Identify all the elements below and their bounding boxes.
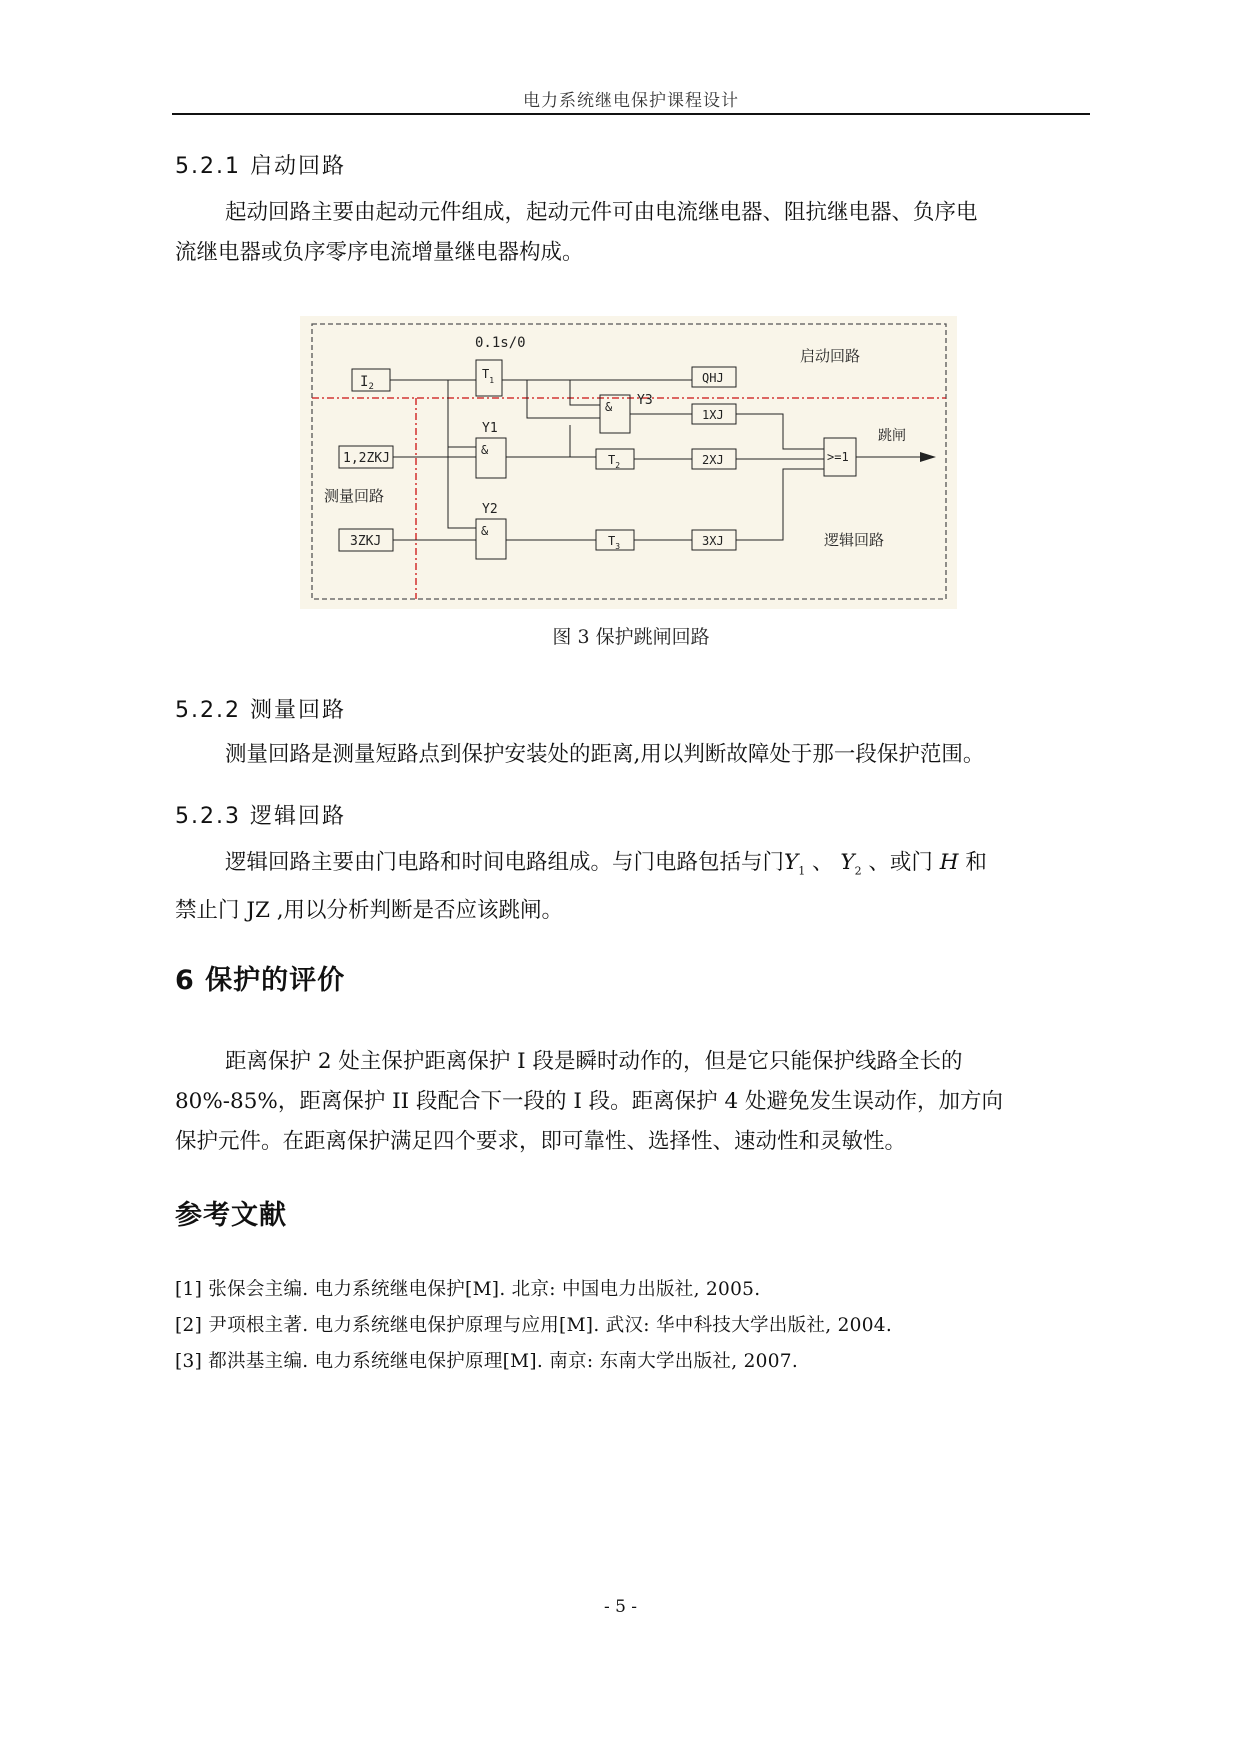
zkj12-label: 1,2ZKJ [343, 451, 390, 466]
page-header-rule [172, 113, 1090, 115]
paragraph-line: 禁止门 JZ ,用以分析判断是否应该跳闸。 [175, 898, 564, 924]
section-5-2-3-heading: 5.2.3 逻辑回路 [175, 804, 346, 829]
figure-caption: 图 3 保护跳闸回路 [552, 626, 710, 648]
y1-var-sub: 1 [798, 864, 806, 878]
y1-label: Y1 [482, 421, 498, 436]
section-5-2-3-paragraph [175, 843, 1093, 931]
h-var: H [939, 850, 959, 875]
page-number: - 5 - [603, 1597, 638, 1617]
zkj3-label: 3ZKJ [350, 534, 382, 549]
page-header-title: 电力系统继电保护课程设计 [523, 91, 739, 111]
paragraph-line: 流继电器或负序零序电流增量继电器构成。 [175, 240, 584, 265]
t2-subscript: 2 [615, 461, 621, 470]
paragraph-line: 起动回路主要由起动元件组成，起动元件可由电流继电器、阻抗继电器、负序电 [225, 200, 978, 225]
t1-subscript: 1 [489, 376, 495, 385]
reference-item: [2] 尹项根主著. 电力系统继电保护原理与应用[M]. 武汉: 华中科技大学出版社, 2004. [175, 1315, 893, 1336]
paragraph-line: 80%-85%，距离保护 II 段配合下一段的 I 段。距离保护 4 处避免发生误动作，加方向 [175, 1089, 1004, 1114]
y3-gate-symbol: & [605, 400, 613, 414]
t2-label: T [608, 453, 616, 467]
separator: 、 [805, 850, 841, 875]
chapter-6-heading: 6 保护的评价 [175, 965, 346, 996]
paragraph-line: 保护元件。在距离保护满足四个要求，即可靠性、选择性、速动性和灵敏性。 [175, 1129, 907, 1154]
logic-circuit-label: 逻辑回路 [824, 531, 885, 549]
section-5-2-1-paragraph [175, 193, 1093, 273]
y3-label: Y3 [637, 393, 653, 408]
trip-label: 跳闸 [878, 428, 906, 444]
t3-subscript: 3 [615, 542, 621, 551]
y2-var-sub: 2 [854, 864, 862, 878]
protection-trip-circuit-figure [300, 316, 957, 609]
paragraph-line: 距离保护 2 处主保护距离保护 I 段是瞬时动作的，但是它只能保护线路全长的 [225, 1049, 963, 1074]
qhj-label: QHJ [702, 371, 724, 385]
t3-label: T [608, 534, 616, 548]
references-heading: 参考文献 [175, 1200, 287, 1231]
t1-label: T [482, 367, 490, 381]
chapter-6-paragraph [175, 1042, 1093, 1162]
timer-0-1s-label: 0.1s/0 [475, 335, 526, 351]
y2-var: Y [840, 850, 855, 875]
xj3-label: 3XJ [702, 534, 724, 548]
y2-gate-symbol: & [481, 524, 489, 538]
or-gate-symbol: >=1 [827, 450, 849, 464]
xj2-label: 2XJ [702, 453, 724, 467]
start-circuit-label: 启动回路 [800, 347, 861, 365]
xj1-label: 1XJ [702, 408, 724, 422]
i2-subscript: 2 [368, 382, 374, 392]
i2-label: I [360, 374, 369, 390]
section-5-2-1-heading: 5.2.1 启动回路 [175, 154, 346, 179]
paragraph-line: 测量回路是测量短路点到保护安装处的距离,用以判断故障处于那一段保护范围。 [225, 742, 985, 767]
measure-circuit-label: 测量回路 [324, 487, 385, 505]
reference-item: [1] 张保会主编. 电力系统继电保护[M]. 北京: 中国电力出版社, 2005. [175, 1279, 761, 1300]
logic-text-start: 逻辑回路主要由门电路和时间电路组成。与门电路包括与门 [225, 850, 785, 875]
trip-circuit-diagram [300, 316, 957, 609]
section-5-2-2-heading: 5.2.2 测量回路 [175, 698, 346, 723]
y1-var: Y [784, 850, 799, 875]
y1-gate-symbol: & [481, 443, 489, 457]
separator: 、或门 [861, 850, 940, 875]
logic-text-end: 和 [958, 850, 987, 875]
y2-label: Y2 [482, 502, 498, 517]
paragraph-line [175, 843, 1093, 891]
reference-item: [3] 都洪基主编. 电力系统继电保护原理[M]. 南京: 东南大学出版社, 2007. [175, 1351, 799, 1372]
section-5-2-2-paragraph [175, 735, 1093, 775]
